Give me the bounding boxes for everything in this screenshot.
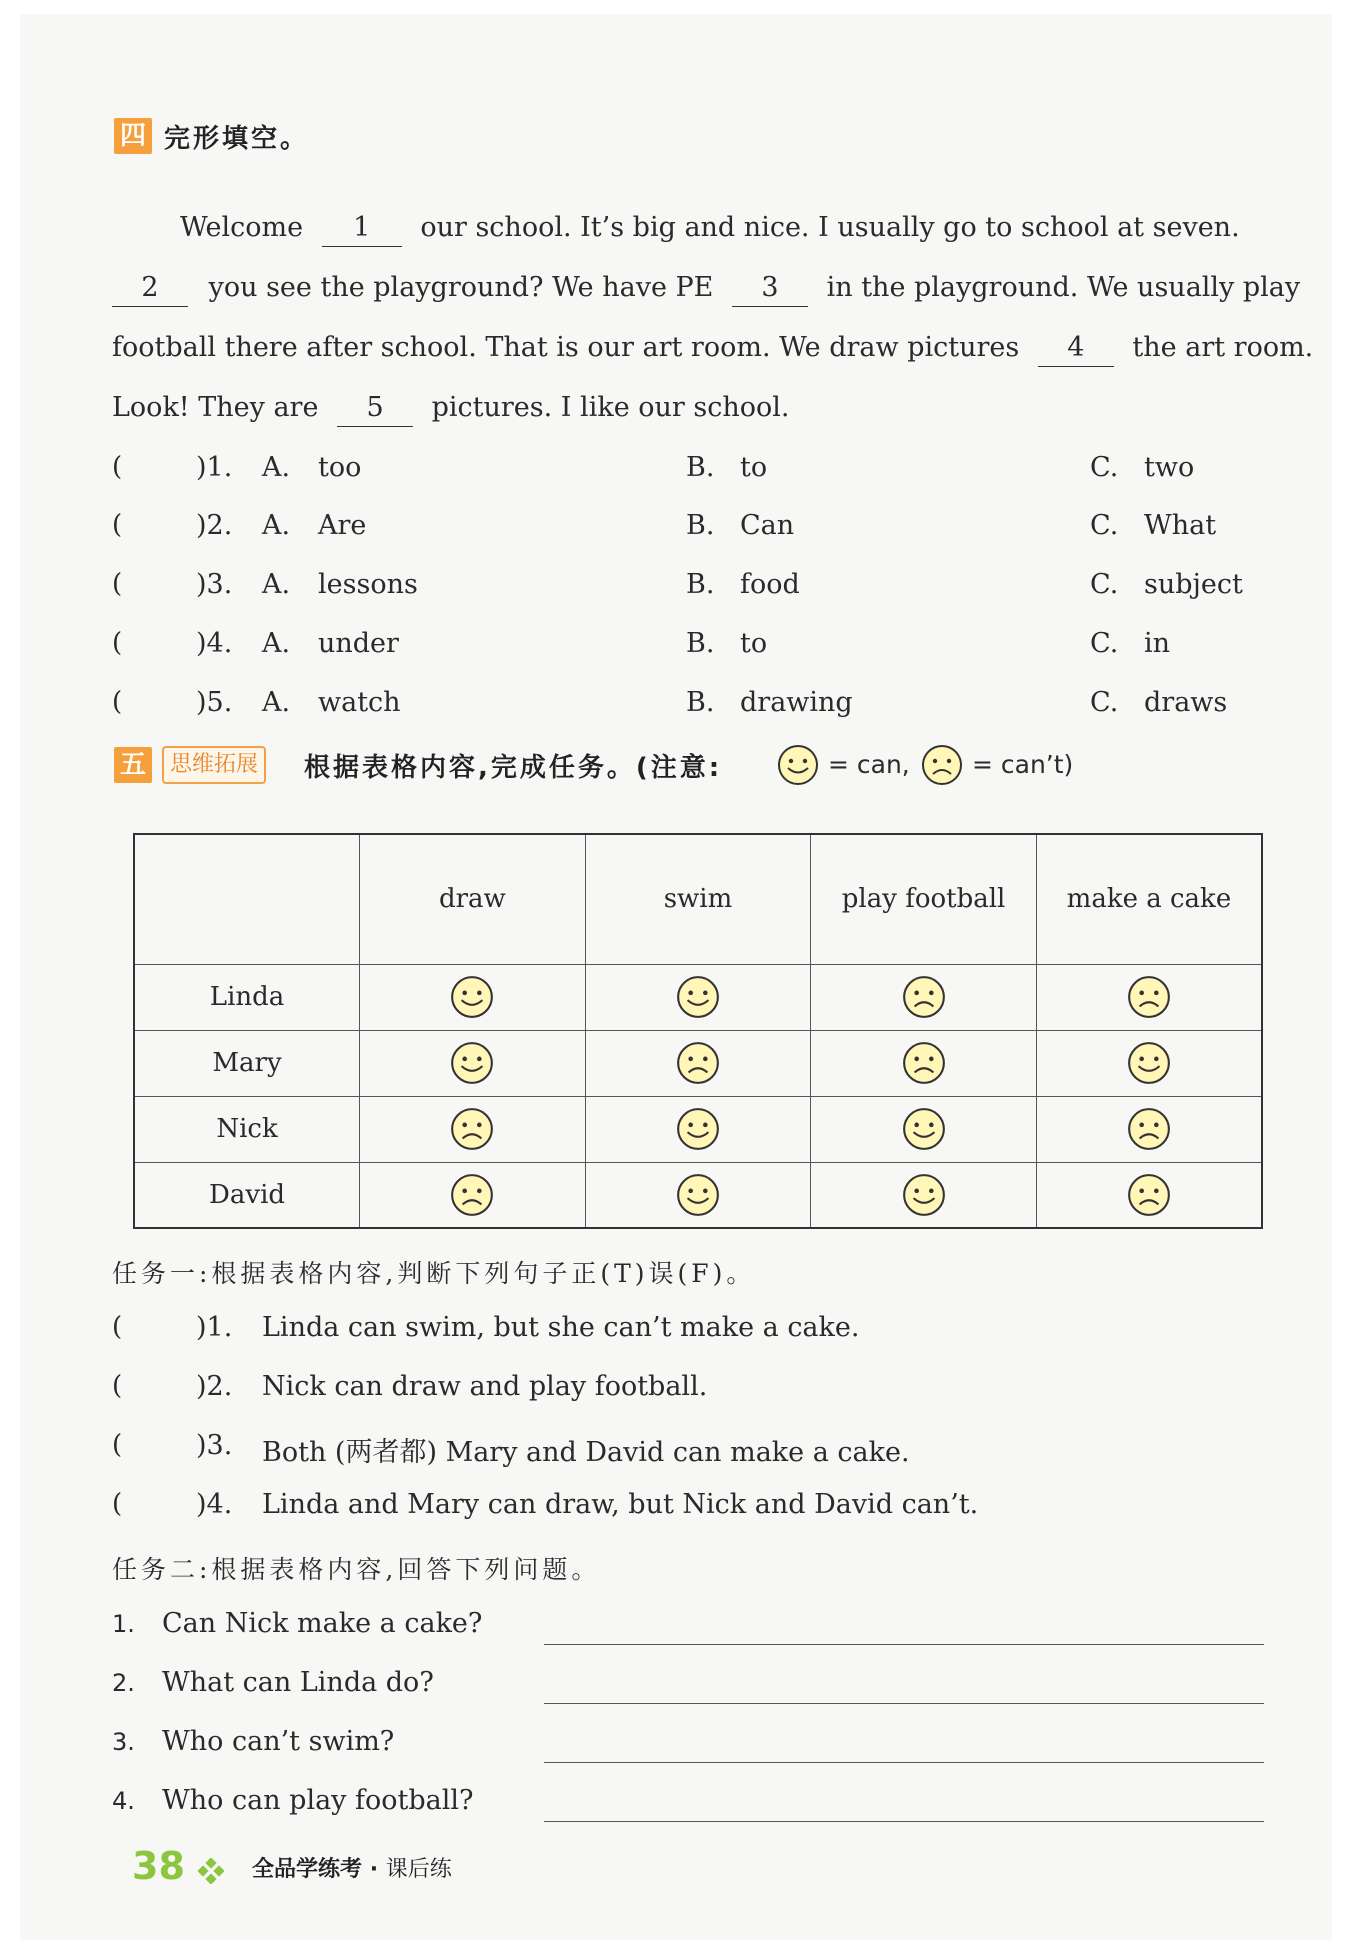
blank-5[interactable]: 5 [337,390,413,427]
ability-cell [360,1162,586,1228]
answer-paren[interactable]: ( [112,569,123,599]
question-number: )2. [196,510,233,541]
option-a[interactable]: under [318,628,399,659]
question-number: )4. [196,628,233,659]
smile-face-icon [675,1172,721,1218]
answer-paren[interactable]: ( [112,687,123,717]
person-name: Nick [134,1096,360,1162]
statement-text: Nick can draw and play football. [262,1371,708,1402]
smile-face-icon [901,1172,947,1218]
blank-3[interactable]: 3 [732,270,808,307]
cant-legend: = can’t) [972,750,1074,779]
frown-face-icon [901,974,947,1020]
frown-face-icon [449,1106,495,1152]
task2-title: 任务二:根据表格内容,回答下列问题。 [112,1555,601,1584]
question-number: )1. [196,452,233,483]
answer-paren[interactable]: ( [112,510,123,540]
option-c[interactable]: What [1144,510,1217,541]
ability-cell [360,1096,586,1162]
option-a[interactable]: lessons [318,569,418,600]
section-title: 根据表格内容,完成任务。(注意: [304,753,723,783]
question-number: )3. [196,569,233,600]
option-a-letter: A. [262,510,291,541]
page-number: 38 [132,1844,185,1888]
question-text: Who can play football? [162,1785,474,1816]
ability-cell [585,1162,811,1228]
statement-text: Linda can swim, but she can’t make a cake. [262,1312,860,1343]
answer-paren[interactable]: ( [112,628,123,658]
question-number: 4. [112,1787,135,1815]
option-c-letter: C. [1090,687,1119,718]
option-b[interactable]: to [740,452,768,483]
smile-face-icon [901,1106,947,1152]
table-row [134,964,1262,1030]
passage-line-3: football there after school. That is our art room. We draw pictures 4 the art room. [112,330,1313,367]
answer-paren[interactable]: ( [112,1371,123,1401]
answer-line[interactable] [544,1644,1264,1645]
option-b-letter: B. [686,510,715,541]
answer-paren[interactable]: ( [112,452,123,482]
ability-cell [1036,964,1262,1030]
smile-face-icon [1126,1040,1172,1086]
person-name: David [134,1162,360,1228]
option-a[interactable]: too [318,452,362,483]
option-b-letter: B. [686,628,715,659]
section-badge: 五 [114,747,152,783]
option-b[interactable]: Can [740,510,795,541]
question-number: )2. [196,1371,233,1402]
option-a[interactable]: Are [318,510,367,541]
frown-face-icon [1126,1106,1172,1152]
option-c[interactable]: two [1144,452,1195,483]
table-header-cell [134,834,360,964]
option-c[interactable]: draws [1144,687,1228,718]
question-number: )1. [196,1312,233,1343]
question-number: 1. [112,1610,135,1638]
thinking-extension-tag: 思维拓展 [162,746,266,784]
option-b[interactable]: food [740,569,800,600]
question-number: 3. [112,1728,135,1756]
passage-line-2: 2 you see the playground? We have PE 3 in the playground. We usually play [112,270,1300,307]
option-c[interactable]: subject [1144,569,1243,600]
frown-face-icon [901,1040,947,1086]
diamond-dots-icon [198,1858,224,1884]
option-b-letter: B. [686,687,715,718]
ability-cell [585,964,811,1030]
option-b-letter: B. [686,452,715,483]
smile-legend-icon [776,743,820,787]
table-row [134,1030,1262,1096]
option-a-letter: A. [262,569,291,600]
can-legend: = can, [828,750,910,779]
question-text: Can Nick make a cake? [162,1608,483,1639]
question-text: Who can’t swim? [162,1726,395,1757]
ability-cell [360,964,586,1030]
blank-2[interactable]: 2 [112,270,188,307]
ability-cell [811,1030,1037,1096]
option-a-letter: A. [262,452,291,483]
option-c-letter: C. [1090,510,1119,541]
statement-text: Linda and Mary can draw, but Nick and David can’t. [262,1489,979,1520]
section-title: 完形填空。 [164,124,310,154]
passage-line-4: Look! They are 5 pictures. I like our school. [112,390,789,427]
option-a-letter: A. [262,687,291,718]
option-c[interactable]: in [1144,628,1171,659]
table-header-cell: swim [585,834,811,964]
table-header-cell: make a cake [1036,834,1262,964]
option-c-letter: C. [1090,628,1119,659]
smile-face-icon [675,974,721,1020]
table-row [134,1162,1262,1228]
frown-face-icon [1126,974,1172,1020]
table-header-cell: draw [360,834,586,964]
option-c-letter: C. [1090,452,1119,483]
book-title: 全品学练考 · 课后练 [252,1857,452,1882]
ability-cell [811,1162,1037,1228]
frown-face-icon [449,1172,495,1218]
passage-line-1: Welcome 1 our school. It’s big and nice. I usually go to school at seven. [180,210,1240,247]
person-name: Mary [134,1030,360,1096]
answer-line[interactable] [544,1703,1264,1704]
ability-cell [811,964,1037,1030]
smile-face-icon [449,974,495,1020]
table-header-row [134,834,1262,964]
answer-paren[interactable]: ( [112,1430,123,1460]
frown-face-icon [1126,1172,1172,1218]
frown-legend-icon [920,743,964,787]
option-b[interactable]: to [740,628,768,659]
smile-face-icon [449,1040,495,1086]
answer-paren[interactable]: ( [112,1489,123,1519]
smile-face-icon [675,1106,721,1152]
question-number: )3. [196,1430,233,1461]
person-name: Linda [134,964,360,1030]
ability-cell [1036,1030,1262,1096]
section-badge: 四 [114,118,152,154]
worksheet-page [20,14,1332,1940]
answer-line[interactable] [544,1821,1264,1822]
option-b[interactable]: drawing [740,687,853,718]
option-c-letter: C. [1090,569,1119,600]
frown-face-icon [675,1040,721,1086]
ability-table [133,833,1263,1229]
blank-1[interactable]: 1 [322,210,402,247]
question-number: )4. [196,1489,233,1520]
option-a[interactable]: watch [318,687,401,718]
ability-cell [1036,1162,1262,1228]
question-number: )5. [196,687,233,718]
ability-cell [360,1030,586,1096]
blank-4[interactable]: 4 [1038,330,1114,367]
question-number: 2. [112,1669,135,1697]
question-text: What can Linda do? [162,1667,434,1698]
table-row [134,1096,1262,1162]
answer-line[interactable] [544,1762,1264,1763]
ability-cell [1036,1096,1262,1162]
ability-cell [585,1096,811,1162]
ability-cell [811,1096,1037,1162]
option-b-letter: B. [686,569,715,600]
ability-cell [585,1030,811,1096]
answer-paren[interactable]: ( [112,1312,123,1342]
option-a-letter: A. [262,628,291,659]
task1-title: 任务一:根据表格内容,判断下列句子正(T)误(F)。 [112,1259,756,1288]
table-header-cell: play football [811,834,1037,964]
statement-text: Both (两者都) Mary and David can make a cake. [262,1437,910,1468]
